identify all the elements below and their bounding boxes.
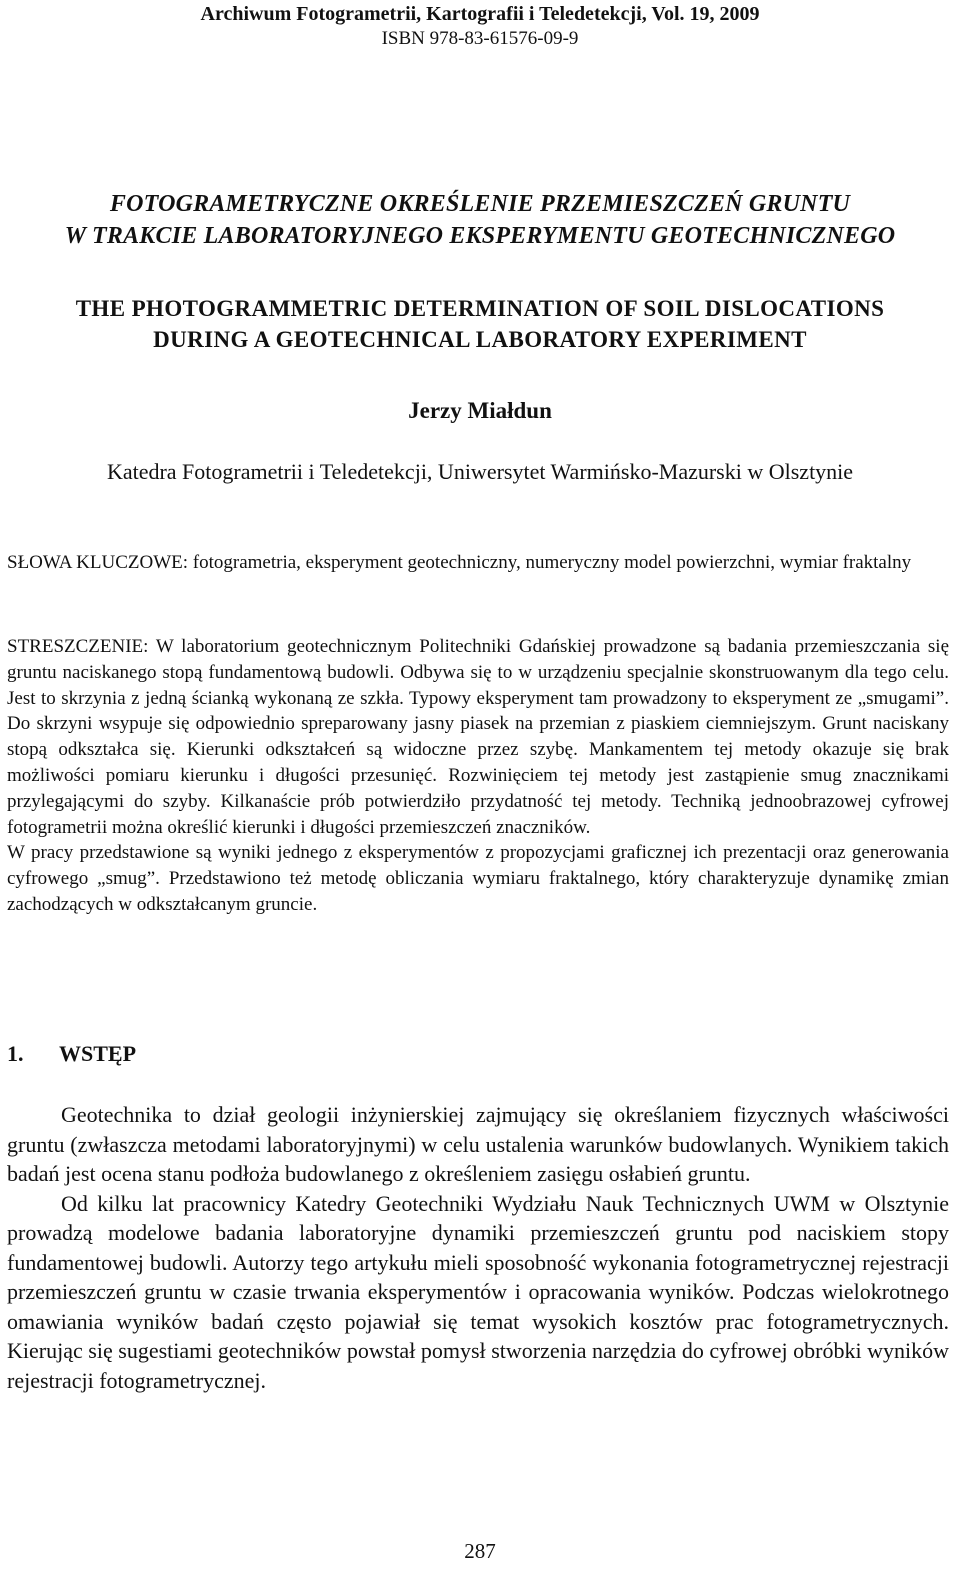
abstract-paragraph-1: STRESZCZENIE: W laboratorium geotechnicznym Politechniki Gdańskiej prowadzone są badania przemieszczania się gruntu naciskanego stopą fundamentową budowli. Odbywa się to w urządzeniu specjalnie skonstruowanym dla tego celu. Jest to skrzynia z jedną ścianką wykonaną ze szkła. Typowy eksperyment tam prowadzony to eksperyment ze „smugami”. Do skrzyni wsypuje się odpowiednio spreparowany jasny piasek na przemian z piaskiem ciemniejszym. Grunt naciskany stopą odkształca się. Kierunki odkształceń są widoczne przez szybę. Mankamentem tej metody okazuje się brak możliwości pomiaru kierunku i długości przesunięć. Rozwinięciem tej metody jest zastąpienie smug znacznikami przylegającymi do szyby. Kilkanaście prób potwierdziło przydatność tej metody. Techniką jednoobrazowej cyfrowej fotogrametrii można określić kierunki i długości przemieszczeń znaczników. [7, 636, 949, 838]
body-paragraph-1: Geotechnika to dział geologii inżynierskiej zajmujący się określaniem fizycznych właściwości gruntu (zwłaszcza metodami laboratoryjnymi) w celu ustalenia warunków budowlanych. Wynikiem takich badań jest ocena stanu podłoża budowlanego z określeniem zasięgu osłabień gruntu. [7, 1102, 949, 1186]
title-polish-line-2: W TRAKCIE LABORATORYJNEGO EKSPERYMENTU GEOTECHNICZNEGO [64, 223, 896, 249]
section-number: 1. [7, 1041, 24, 1066]
title-english-line-2: DURING A GEOTECHNICAL LABORATORY EXPERIMENT [153, 327, 807, 352]
section-title: WSTĘP [59, 1041, 137, 1066]
abstract [7, 634, 949, 918]
author-name: Jerzy Miałdun [408, 398, 552, 423]
journal-title: Archiwum Fotogrametrii, Kartografii i Teledetekcji, Vol. 19, 2009 [200, 3, 760, 25]
title-english-line-1: THE PHOTOGRAMMETRIC DETERMINATION OF SOIL DISLOCATIONS [75, 296, 885, 321]
title-english [0, 293, 960, 355]
section-heading [7, 1041, 136, 1067]
isbn: ISBN 978-83-61576-09-9 [381, 28, 579, 49]
body-paragraph-2: Od kilku lat pracownicy Katedry Geotechniki Wydziału Nauk Technicznych UWM w Olsztynie prowadzą modelowe badania laboratoryjne dynamiki przemieszczeń gruntu pod naciskiem stopy fundamentowej budowli. Autorzy tego artykułu mieli sposobność wykonania fotogrametrycznej rejestracji przemieszczeń gruntu w czasie trwania eksperymentów i opracowania wyników. Podczas wielokrotnego omawiania wyników badań często pojawiał się temat wysokich kosztów prac fotogrametrycznych. Kierując się sugestiami geotechników powstał pomysł stworzenia narzędzia do cyfrowej obróbki wyników rejestracji fotogrametrycznej. [7, 1190, 949, 1393]
keywords: SŁOWA KLUCZOWE: fotogrametria, eksperyment geotechniczny, numeryczny model powierzchni, wymiar fraktalny [7, 552, 912, 573]
section-body [7, 1100, 949, 1395]
title-polish-line-1: FOTOGRAMETRYCZNE OKREŚLENIE PRZEMIESZCZEŃ GRUNTU [109, 191, 851, 217]
title-polish [0, 188, 960, 252]
abstract-paragraph-2: W pracy przedstawione są wyniki jednego z eksperymentów z propozycjami graficznej ich prezentacji oraz generowania cyfrowego „smug”. Przedstawiono też metodę obliczania wymiaru fraktalnego, który charakteryzuje dynamikę zmian zachodzących w odkształcanym gruncie. [7, 842, 949, 915]
author-affiliation: Katedra Fotogrametrii i Teledetekcji, Uniwersytet Warmińsko-Mazurski w Olsztynie [106, 459, 854, 484]
page-number: 287 [464, 1539, 496, 1563]
